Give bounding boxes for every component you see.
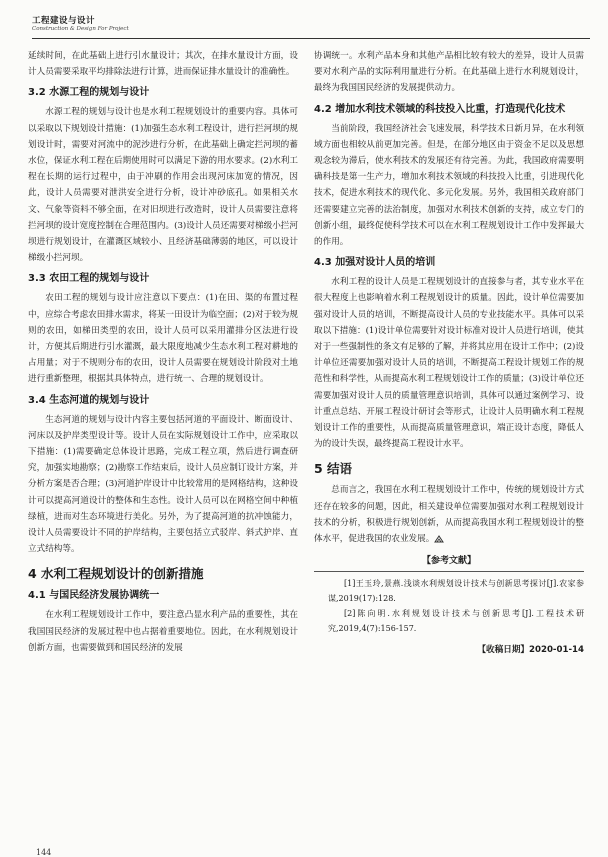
paragraph-3-2: 水源工程的规划与设计也是水利工程规划设计的重要内容。具体可以采取以下规划设计措施：(1)加强生态水利工程设计，进行拦河坝的规划设计时，需要对河流中的泥沙进行分析，在此基础上确定拦河坝的蓄水位，保证水利工程在后期使用时可以满足下游的用水要求。(2)水利工程在长期的运行过程中，由于冲刷的作用会出现河床加宽的情况，因此，设计人员需要对泄洪安全进行分析，设计冲砂底孔。如果相关水文、气象等资料不够全面，在对旧坝进行改造时，设计人员需要注意将拦河坝的设计宽度控制在合理范围内。(3)设计人员还需要对梯级小拦河坝进行规划设计，在灌溉区域较小、且经济基础薄弱的地区，可以设计梯级小拦河坝。 [28,107,298,264]
paragraph-4-2: 当前阶段，我国经济社会飞速发展，科学技术日新月异，在水利领域方面也相较从前更加完善。但是，在部分地区由于资金不足以及思想观念较为滞后，使水利技术的发展还有待完善。为此，我国政府需要明确科技是第一生产力，增加水利技术领域的科技投入比重，引进现代化技术，促进水利技术的现代化、多元化发展。另外，我国相关政府部门还需要建立完善的法治制度，加强对水利技术创新的支持，成立专门的创新小组，最终促使科学技术可以在水利工程规划设计工作中发挥最大的作用。 [314,123,584,248]
section-heading-3-2: 3.2 水源工程的规划与设计 [28,87,150,99]
header-rule [32,38,590,39]
paragraph-3-4: 生态河道的规划与设计内容主要包括河道的平面设计、断面设计、河床以及护岸类型设计等。设计人员在实际规划设计工作中，应采取以下措施：(1)需要确定总体设计思路，完成工程立项，然后进行调查研究，加强实地勘察；(2)勘察工作结束后，设计人员应制订设计方案，并分析方案是否合理；(3)河道护岸设计中比较常用的是网格结构，这种设计可以提高河道设计的整体和生态性。设计人员可以在网格空间中种植绿植，进而对生态环境进行美化。另外，为了提高河道的抗冲蚀能力，设计人员需要设计不同的护岸结构，主要包括立式驳岸、斜式护岸、直立式结构等。 [28,414,298,555]
references-title: 【参考文献】 [421,556,476,567]
section-heading-5: 5 结语 [314,461,353,477]
section-heading-4-3: 4.3 加强对设计人员的培训 [314,257,436,269]
reference-item: [2]陈向明.水利规划设计技术与创新思考[J].工程技术研究,2019,4(7):156-157. [328,609,584,634]
reference-item: [1]王玉玲,景燕.浅谈水利规划设计技术与创新思考探讨[J].农家参谋,2019(17):128. [328,579,584,604]
journal-title-cn: 工程建设与设计 [32,16,96,26]
received-date: 【收稿日期】2020-01-14 [477,645,584,656]
section-heading-4-2: 4.2 增加水利技术领域的科技投入比重，打造现代化技术 [314,103,566,115]
section-heading-3-4: 3.4 生态河道的规划与设计 [28,394,150,406]
journal-header [18,4,590,38]
section-heading-3-3: 3.3 农田工程的规划与设计 [28,273,150,285]
end-of-article-icon [434,535,444,543]
paragraph-continued: 延续时间，在此基础上进行引水量设计；其次，在排水量设计方面，设计人员需要采取平均排除法进行计算，进而保证排水量设计的准确性。 [28,51,298,78]
section-heading-4: 4 水利工程规划设计的创新措施 [28,566,204,582]
paragraph-4-1: 在水利工程规划设计工作中，要注意凸显水利产品的重要性，其在我国国民经济的发展过程中也占据着重要地位。因此，在水利规划设计创新方面，也需要做到和国民经济的发展 [28,610,298,653]
section-heading-4-1: 4.1 与国民经济发展协调统一 [28,590,160,602]
paragraph-4-3: 水利工程的设计人员是工程规划设计的直接参与者，其专业水平在很大程度上也影响着水利工程规划设计的质量。因此，设计单位需要加强对设计人员的培训，不断提高设计人员的专业技能水平。具体可以采取以下措施：(1)设计单位需要针对设计标准对设计人员进行培训，使其对于一些强制性的条文有足够的了解，并将其应用在设计工作中；(2)设计单位还需要加强对设计人员的培训，不断提高工程设计规划工作的规范性和科学性，从而提高水利工程规划设计工作的质量；(3)设计单位还需要加强对设计人员的质量管理意识培训，具体可以通过案例学习、设计重点总结、开展工程设计研讨会等形式，让设计人员明确水利工程规划设计工作的重要性，从而提高质量管理意识，端正设计态度，降低人为的设计失误，最终提高工程设计水平。 [314,277,584,450]
right-column [314,48,584,659]
conclusion-text: 总而言之，我国在水利工程规划设计工作中，传统的规划设计方式还存在较多的问题，因此，相关建设单位需要加强对水利工程规划设计技术的分析，积极进行规划创新，从而提高我国水利工程规划设计的整体水平，促进我国的农业发展。 [314,485,584,545]
page-number: 144 [36,848,52,857]
journal-title-en: Construction & Design For Project [32,26,129,32]
left-column [28,48,298,656]
paragraph-5 [314,482,584,547]
paragraph-4-1-continued: 协调统一。水利产品本身和其他产品相比较有较大的差异，设计人员需要对水利产品的实际利用量进行分析。在此基础上进行水利规划设计，最终为我国国民经济的发展提供动力。 [314,51,584,94]
references-rule [314,571,584,572]
paragraph-3-3: 农田工程的规划与设计应注意以下要点：(1)在田、渠的布置过程中，应综合考虑农田排水需求，将某一田设计为临空面；(2)对于较为规则的农田，如梯田类型的农田，设计人员可以采用灌排分区法进行设计，方便其后期进行引水灌溉，最大限度地减少生态水利工程对耕地的占用量；对于不规则分布的农田，设计人员需要在规划设计阶段对土地进行重新整理，根据其具体特点，进行统一、合理的规划设计。 [28,293,298,385]
